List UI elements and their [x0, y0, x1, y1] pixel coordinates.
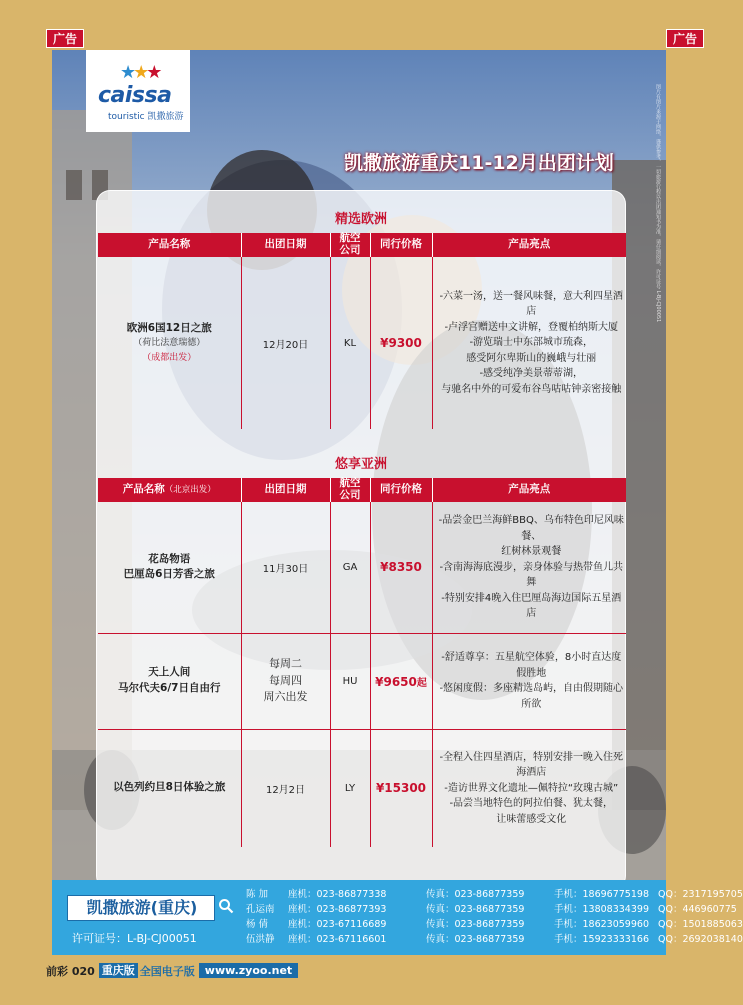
price: ¥8350	[380, 560, 422, 575]
brand-name: 凯撒旅游(重庆)	[86, 898, 198, 917]
website-link[interactable]: www.zyoo.net	[199, 963, 298, 978]
advert-page	[52, 50, 743, 955]
highlight-line: -品尝当地特色的阿拉伯餐、犹太餐，	[449, 798, 614, 809]
product-origin: （成都出发）	[142, 352, 197, 363]
table-row	[98, 502, 626, 633]
itinerary-card	[96, 190, 626, 890]
contact-mobile: 手机：15923333166	[554, 934, 649, 945]
highlight-line: -感受纯净美景蒂蒂湖，	[479, 368, 584, 380]
product-note: （荷比法意瑞德）	[133, 338, 206, 349]
contact-name: 伍洪静	[246, 934, 275, 945]
product-name-cell	[98, 257, 241, 429]
contact-fax: 传真：023-86877359	[426, 889, 525, 900]
contact-landline: 座机：023-86877338	[288, 889, 387, 900]
contact-mobile: 手机：18696775198	[554, 889, 649, 900]
contact-qq: QQ：1501885063	[658, 919, 743, 930]
contact-list	[246, 887, 743, 947]
col-header-highlight: 产品亮点	[432, 478, 626, 502]
table-header-row	[98, 233, 626, 257]
highlight-line: 红树林景观餐	[501, 546, 562, 557]
page-number: 前彩 020	[46, 964, 95, 978]
brand-box	[67, 895, 215, 921]
highlight-line: -卢浮宫赠送中文讲解，登覆柏纳斯大厦	[444, 321, 619, 333]
search-icon	[218, 898, 234, 914]
highlights-cell	[432, 729, 626, 847]
product-name-line2: 马尔代夫6/7日自由行	[118, 682, 221, 694]
contact-landline: 座机：023-86877393	[288, 904, 387, 915]
departure-date: 11月30日	[241, 502, 330, 633]
contact-row	[246, 887, 743, 902]
col-header-price: 同行价格	[370, 233, 432, 257]
contact-name: 陈 加	[246, 889, 269, 900]
table-row	[98, 633, 626, 729]
price-cell	[370, 257, 432, 429]
product-name-line2: 巴厘岛6日芳香之旅	[123, 568, 215, 581]
product-name: 天上人间	[148, 666, 191, 679]
highlight-line: -含南海海底漫步，亲身体验与热带鱼儿共舞	[439, 561, 624, 588]
highlight-line: -全程入住四星酒店，特别安排一晚入住死海酒店	[439, 751, 624, 778]
contact-name: 孔运南	[246, 904, 275, 915]
col-header-name: 产品名称	[98, 233, 241, 257]
highlight-line: -特别安排4晚入住巴厘岛海边国际五星酒店	[441, 592, 622, 619]
table-row	[98, 257, 626, 429]
contact-footer	[52, 880, 743, 955]
bottom-bar	[46, 963, 298, 978]
highlight-line: -游览瑞士中东部城市琉森，	[469, 337, 594, 349]
price-cell	[370, 633, 432, 729]
caissa-logo	[86, 50, 190, 132]
highlight-line: 感受阿尔卑斯山的巍峨与壮丽	[466, 352, 597, 364]
ad-label-right: 广告	[666, 29, 704, 48]
contact-landline: 座机：023-67116689	[288, 919, 387, 930]
edition-badge: 重庆版	[99, 963, 138, 978]
departure-date: 12月2日	[241, 729, 330, 847]
contact-row	[246, 902, 737, 917]
product-name-cell	[98, 633, 241, 729]
product-name: 以色列约旦8日体验之旅	[113, 781, 226, 794]
highlight-line: -造访世界文化遗址—佩特拉“玫瑰古城”	[444, 782, 619, 794]
asia-table	[98, 478, 626, 847]
departure-date: 每周二 每周四 周六出发	[241, 633, 330, 729]
contact-qq: QQ：2692038140	[658, 934, 743, 945]
highlight-line: -品尝金巴兰海鲜BBQ、乌布特色印尼风味餐、	[438, 515, 624, 542]
highlights-cell	[432, 257, 626, 429]
price-suffix: 起	[416, 677, 427, 689]
logo-stars-icon: ★★★	[120, 62, 160, 83]
license-number: 许可证号：L-BJ-CJ00051	[72, 932, 197, 945]
page-title: 凯撒旅游重庆11-12月出团计划	[344, 152, 614, 174]
highlights-cell	[432, 502, 626, 633]
airline-code: GA	[330, 502, 370, 633]
airline-code: LY	[330, 729, 370, 847]
contact-row	[246, 917, 743, 932]
contact-fax: 传真：023-86877359	[426, 919, 525, 930]
product-name: 花岛物语	[148, 552, 191, 565]
contact-landline: 座机：023-67116601	[288, 934, 387, 945]
col-header-date: 出团日期	[241, 478, 330, 502]
highlight-line: -悠闲度假：多座精选岛屿，自由假期随心所欲	[439, 683, 624, 710]
logo-word: caissa	[98, 83, 172, 108]
table-row	[98, 729, 626, 847]
price-cell	[370, 502, 432, 633]
price: ¥15300	[375, 781, 427, 796]
product-name-cell	[98, 502, 241, 633]
europe-table	[98, 233, 626, 429]
contact-mobile: 手机：13808334399	[554, 904, 649, 915]
contact-qq: QQ：446960775	[658, 904, 737, 915]
section-title-europe: 精选欧洲	[334, 212, 387, 227]
side-disclaimer: 图片有图片来源于网络，谨供参考，一切旅游行程以出团通知书为准，请仔细阅读，许可证号 L-BJ-CJ00051	[655, 84, 661, 323]
price-cell	[370, 729, 432, 847]
logo-subtitle: touristic 凯撒旅游	[108, 112, 184, 122]
section-title-asia: 悠享亚洲	[334, 457, 387, 472]
col-header-price: 同行价格	[370, 478, 432, 502]
contact-row	[246, 932, 743, 947]
contact-mobile: 手机：18623059960	[554, 919, 649, 930]
contact-fax: 传真：023-86877359	[426, 904, 525, 915]
table-header-row	[98, 478, 626, 502]
highlights-cell	[432, 633, 626, 729]
col-header-name: 产品名称（北京出发）	[98, 478, 241, 502]
col-header-airline: 航空 公司	[330, 478, 370, 502]
price: ¥9300	[380, 336, 422, 350]
departure-date: 12月20日	[241, 257, 330, 429]
col-header-date: 出团日期	[241, 233, 330, 257]
contact-name: 杨 倩	[246, 919, 269, 930]
highlight-line: 让味蕾感受文化	[496, 813, 567, 825]
contact-qq: QQ：2317195705	[658, 889, 743, 900]
col-header-highlight: 产品亮点	[432, 233, 626, 257]
airline-code: HU	[330, 633, 370, 729]
contact-fax: 传真：023-86877359	[426, 934, 525, 945]
header-origin-note: （北京出发）	[164, 485, 216, 496]
price: ¥9650	[375, 674, 417, 689]
product-name-cell	[98, 729, 241, 847]
product-name: 欧洲6国12日之旅	[126, 321, 212, 334]
network-label: 全国电子版	[139, 964, 195, 978]
highlight-line: -舒适尊享：五星航空体验，8小时直达度假胜地	[441, 652, 622, 679]
ad-label-left: 广告	[46, 29, 84, 48]
highlight-line: -六菜一汤，送一餐风味餐，意大利四星酒店	[439, 290, 624, 318]
highlight-line: 与驰名中外的可爱布谷鸟咕咕钟亲密接触	[441, 383, 622, 395]
airline-code: KL	[330, 257, 370, 429]
col-header-airline: 航空 公司	[330, 233, 370, 257]
